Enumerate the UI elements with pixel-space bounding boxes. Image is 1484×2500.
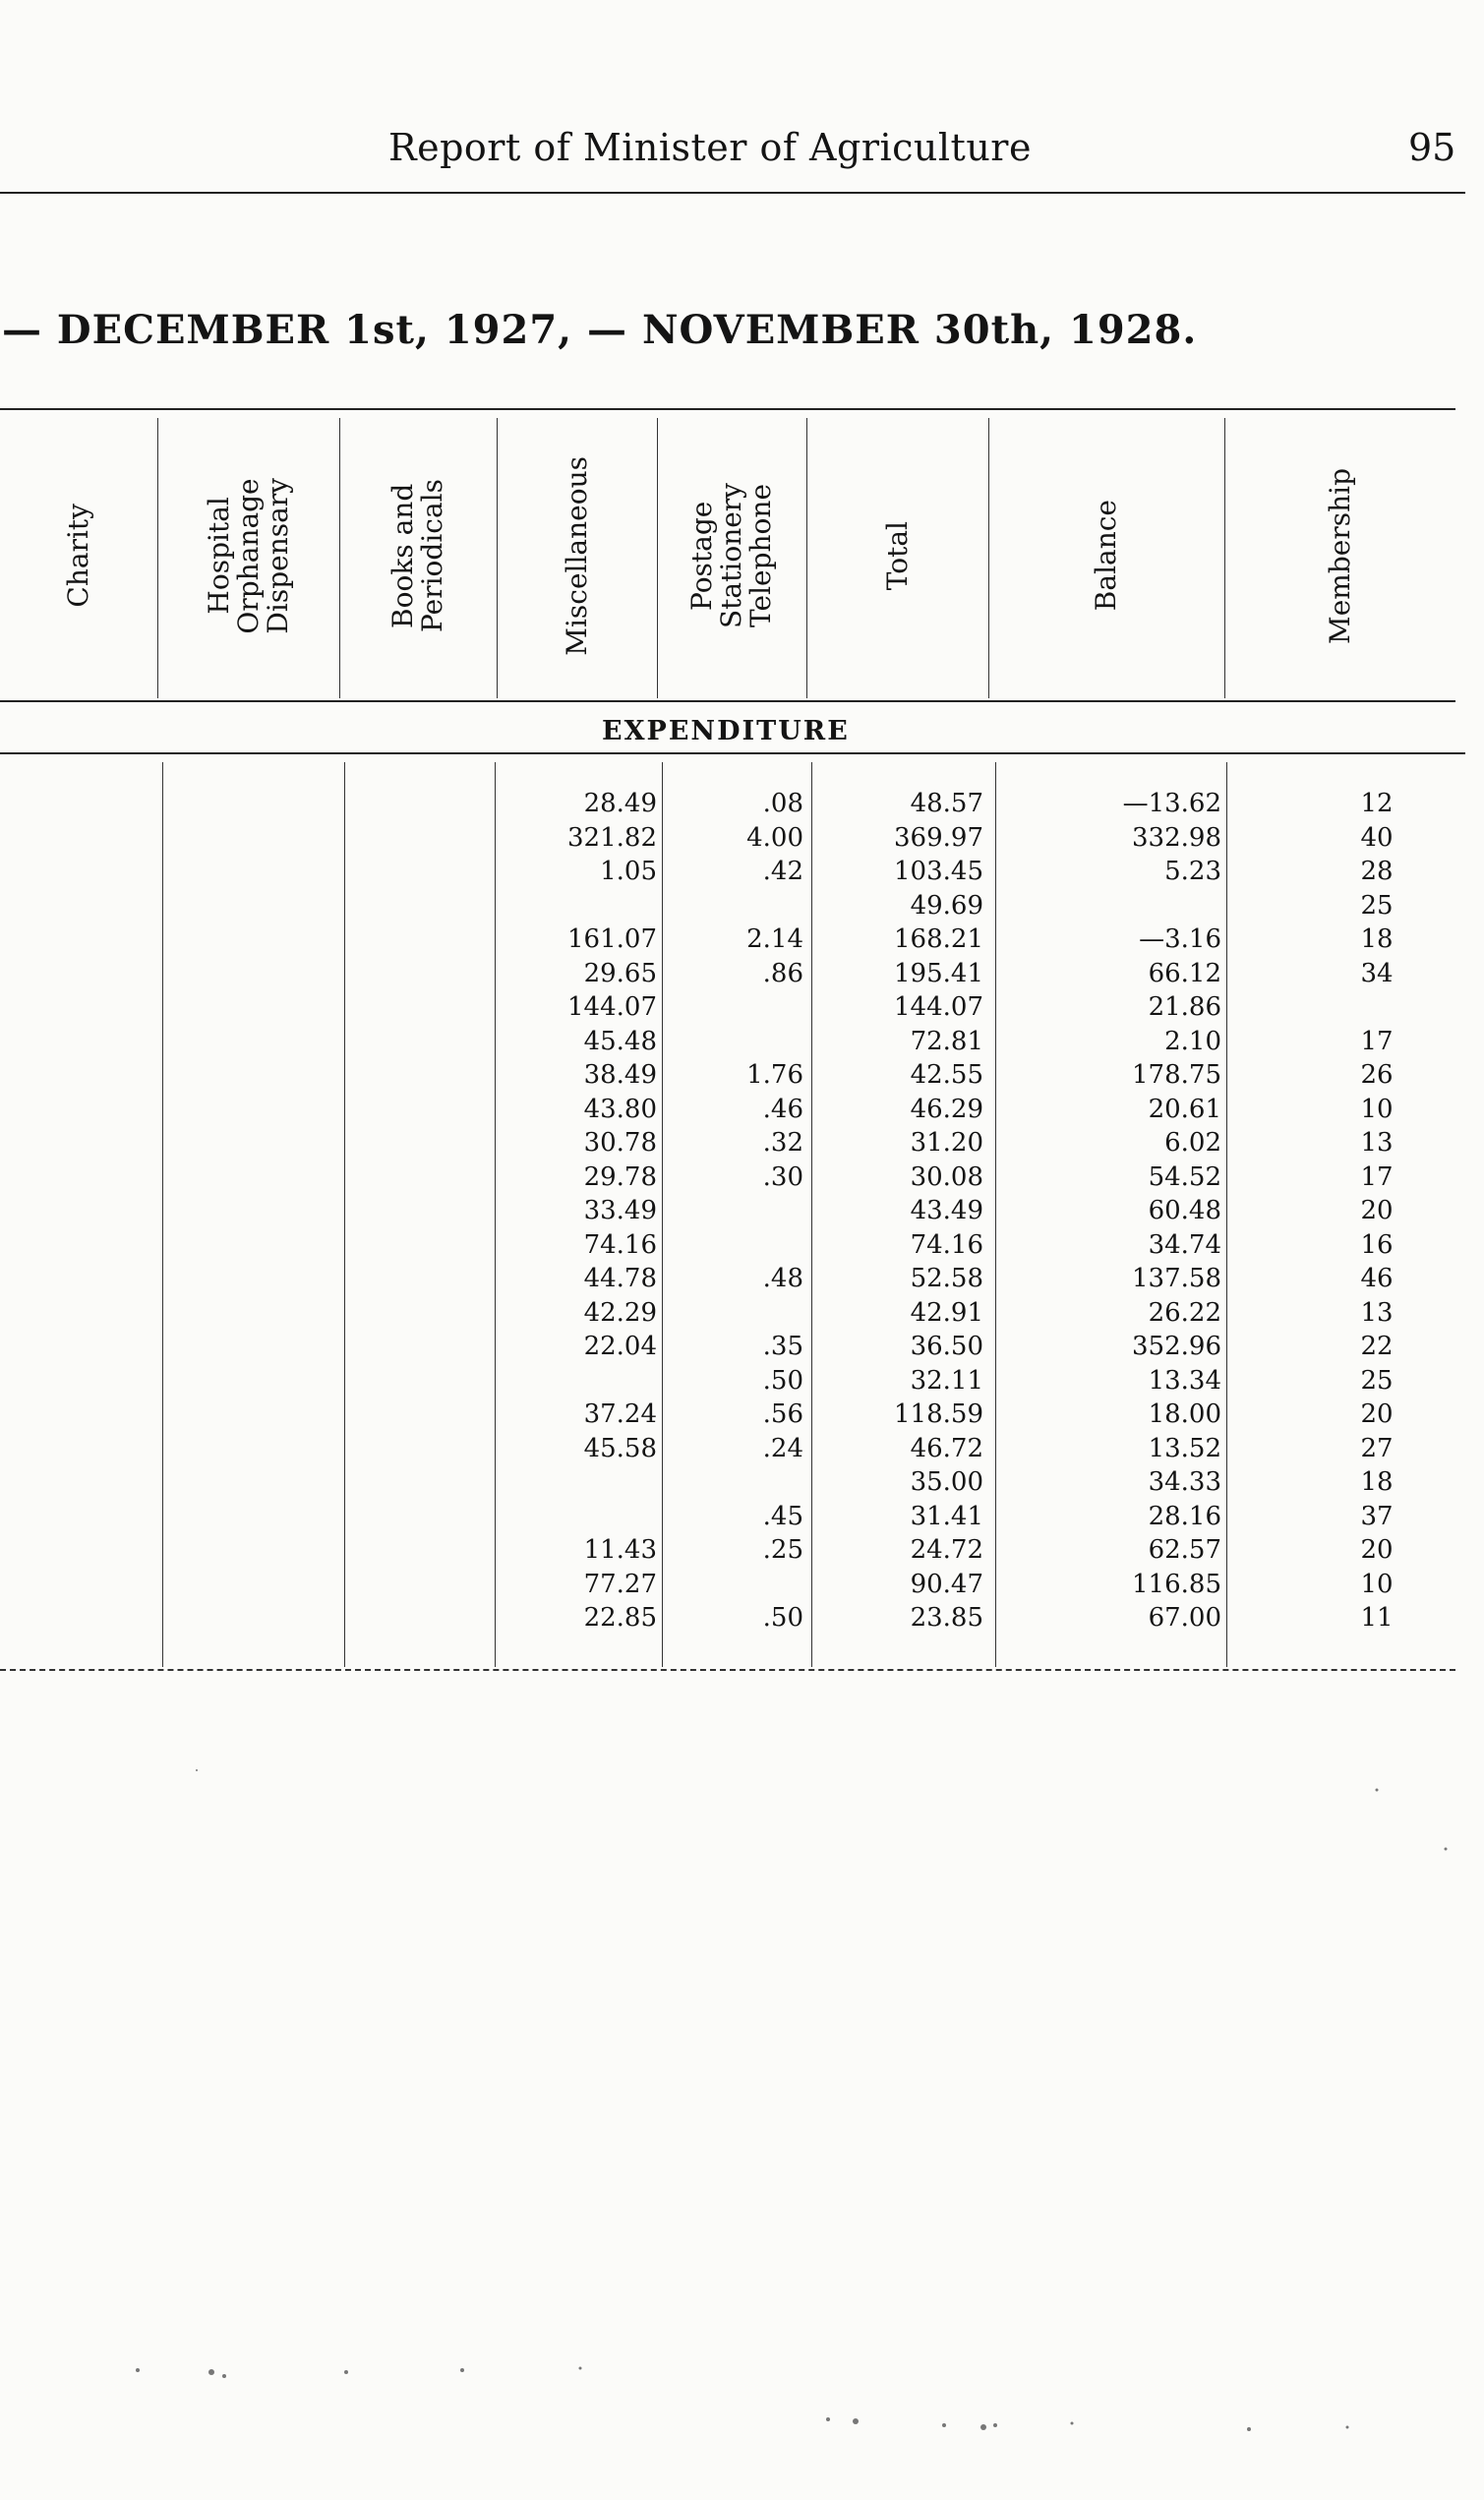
total-cell: 43.49	[910, 1196, 983, 1225]
balance-cell: 21.86	[1148, 992, 1221, 1022]
membership-cell: 18	[1360, 1467, 1394, 1497]
membership-cell: 18	[1360, 924, 1394, 954]
total-cell: 46.72	[910, 1433, 983, 1463]
postage-cell: .48	[762, 1264, 803, 1293]
balance-cell: 2.10	[1164, 1026, 1221, 1056]
balance-cell: 28.16	[1148, 1501, 1221, 1531]
balance-cell: 62.57	[1148, 1535, 1221, 1565]
membership-cell: 10	[1360, 1094, 1394, 1124]
misc-cell: 37.24	[583, 1399, 657, 1429]
total-cell: 48.57	[910, 789, 983, 818]
misc-cell: 33.49	[583, 1196, 657, 1225]
membership-cell: 37	[1360, 1501, 1394, 1531]
column-header-text: Balance	[1090, 500, 1122, 612]
postage-cell: .30	[762, 1161, 803, 1192]
postage-cell: .24	[762, 1433, 803, 1463]
column-header-text: Hospital	[202, 497, 235, 615]
membership-cell: 25	[1360, 1365, 1394, 1396]
postage-cell: 4.00	[746, 822, 803, 853]
membership-cell: 20	[1360, 1196, 1394, 1225]
misc-cell: 74.16	[583, 1229, 657, 1260]
balance-cell: 34.33	[1148, 1467, 1221, 1497]
balance-cell: 116.85	[1132, 1569, 1221, 1599]
membership-cell: 20	[1360, 1535, 1394, 1565]
running-title: Report of Minister of Agriculture	[388, 126, 1032, 169]
total-cell: 35.00	[910, 1467, 983, 1497]
balance-cell: 5.23	[1164, 857, 1221, 886]
total-cell: 42.91	[910, 1297, 983, 1328]
membership-cell: 25	[1360, 890, 1394, 921]
total-cell: 36.50	[910, 1332, 983, 1361]
column-header-text: Books and	[386, 483, 419, 628]
column-header-text: Charity	[62, 504, 94, 608]
balance-cell: 54.52	[1148, 1161, 1221, 1192]
total-cell: 52.58	[910, 1264, 983, 1293]
postage-cell: 2.14	[746, 924, 803, 954]
balance-cell: 67.00	[1148, 1603, 1221, 1633]
misc-cell: 44.78	[583, 1264, 657, 1293]
balance-cell: —3.16	[1139, 924, 1221, 954]
section-label-expenditure: EXPENDITURE	[602, 716, 850, 746]
misc-cell: 45.48	[583, 1026, 657, 1056]
total-cell: 168.21	[894, 924, 983, 954]
balance-cell: 66.12	[1148, 958, 1221, 988]
column-header-text: Dispensary	[261, 477, 294, 634]
membership-cell: 12	[1360, 789, 1394, 818]
misc-cell: 77.27	[583, 1569, 657, 1599]
misc-cell: 161.07	[567, 924, 657, 954]
total-cell: 49.69	[910, 890, 983, 921]
total-cell: 31.20	[910, 1128, 983, 1158]
postage-cell: .08	[762, 789, 803, 818]
balance-cell: 20.61	[1148, 1094, 1221, 1124]
balance-cell: 18.00	[1148, 1399, 1221, 1429]
balance-cell: 13.52	[1148, 1433, 1221, 1463]
balance-cell: 137.58	[1132, 1264, 1221, 1293]
balance-cell: 178.75	[1132, 1060, 1221, 1090]
misc-cell: 43.80	[583, 1094, 657, 1124]
total-cell: 31.41	[910, 1501, 983, 1531]
membership-cell: 22	[1360, 1332, 1394, 1361]
postage-cell: .25	[762, 1535, 803, 1565]
misc-cell: 22.85	[583, 1603, 657, 1633]
total-cell: 42.55	[910, 1060, 983, 1090]
total-cell: 103.45	[894, 857, 983, 886]
total-cell: 118.59	[894, 1399, 983, 1429]
postage-cell: .56	[762, 1399, 803, 1429]
balance-cell: 352.96	[1132, 1332, 1221, 1361]
total-cell: 90.47	[910, 1569, 983, 1599]
postage-cell: .86	[762, 958, 803, 988]
total-cell: 369.97	[894, 822, 983, 853]
column-header-text: Postage	[685, 501, 718, 611]
misc-cell: 22.04	[583, 1332, 657, 1361]
total-cell: 74.16	[910, 1229, 983, 1260]
column-header-text: Orphanage	[231, 477, 265, 634]
membership-cell: 17	[1360, 1026, 1394, 1056]
membership-cell: 28	[1360, 857, 1394, 886]
misc-cell: 1.05	[600, 857, 657, 886]
membership-cell: 20	[1360, 1399, 1394, 1429]
balance-cell: 6.02	[1164, 1128, 1221, 1158]
membership-cell: 27	[1360, 1433, 1394, 1463]
membership-cell: 13	[1360, 1128, 1394, 1158]
total-cell: 24.72	[910, 1535, 983, 1565]
section-title: — DECEMBER 1st, 1927, — NOVEMBER 30th, 1928.	[2, 307, 1198, 353]
misc-cell: 42.29	[583, 1297, 657, 1328]
misc-cell: 11.43	[583, 1535, 657, 1565]
balance-cell: 26.22	[1148, 1297, 1221, 1328]
postage-cell: .42	[762, 857, 803, 886]
total-cell: 23.85	[910, 1603, 983, 1633]
misc-cell: 29.78	[583, 1161, 657, 1192]
misc-cell: 28.49	[583, 789, 657, 818]
membership-cell: 17	[1360, 1161, 1394, 1192]
balance-cell: 332.98	[1132, 822, 1221, 853]
total-cell: 195.41	[894, 958, 983, 988]
column-header-text: Miscellaneous	[560, 455, 593, 656]
membership-cell: 26	[1360, 1060, 1394, 1090]
postage-cell: .35	[762, 1332, 803, 1361]
misc-cell: 321.82	[567, 822, 657, 853]
balance-cell: 13.34	[1148, 1365, 1221, 1396]
misc-cell: 30.78	[583, 1128, 657, 1158]
membership-cell: 10	[1360, 1569, 1394, 1599]
misc-cell: 144.07	[567, 992, 657, 1022]
postage-cell: .50	[762, 1603, 803, 1633]
total-cell: 46.29	[910, 1094, 983, 1124]
postage-cell: 1.76	[746, 1060, 803, 1090]
membership-cell: 11	[1360, 1603, 1394, 1633]
postage-cell: .32	[762, 1128, 803, 1158]
membership-cell: 46	[1360, 1264, 1394, 1293]
page-number: 95	[1408, 126, 1456, 169]
membership-cell: 13	[1360, 1297, 1394, 1328]
balance-cell: 60.48	[1148, 1196, 1221, 1225]
misc-cell: 29.65	[583, 958, 657, 988]
total-cell: 144.07	[894, 992, 983, 1022]
membership-cell: 16	[1360, 1229, 1394, 1260]
misc-cell: 45.58	[583, 1433, 657, 1463]
postage-cell: .50	[762, 1365, 803, 1396]
column-header-text: Periodicals	[416, 479, 448, 632]
column-header-text: Membership	[1323, 467, 1356, 644]
balance-cell: 34.74	[1148, 1229, 1221, 1260]
balance-cell: —13.62	[1122, 789, 1221, 818]
postage-cell: .46	[762, 1094, 803, 1124]
total-cell: 32.11	[910, 1365, 983, 1396]
membership-cell: 40	[1360, 822, 1394, 853]
misc-cell: 38.49	[583, 1060, 657, 1090]
column-header-text: Total	[880, 520, 914, 591]
postage-cell: .45	[762, 1501, 803, 1531]
column-header-text: Telephone	[744, 484, 777, 628]
column-header-text: Stationery	[715, 483, 747, 628]
total-cell: 30.08	[910, 1161, 983, 1192]
membership-cell: 34	[1360, 958, 1394, 988]
total-cell: 72.81	[910, 1026, 983, 1056]
